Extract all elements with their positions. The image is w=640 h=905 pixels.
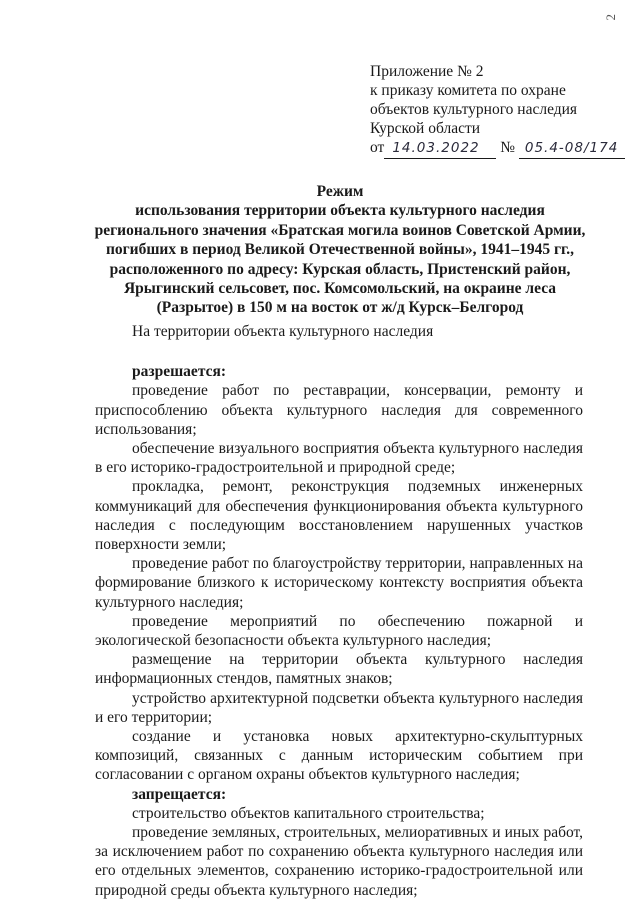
permitted-item: проведение работ по благоустройству территории, направленных на формирование близкого к историческому контексту восприятия объекта культурного наследия; [95,555,583,611]
appendix-header [370,62,620,159]
document-title [92,182,588,318]
title-line-2: регионального значения «Братская могила воинов Советской Армии, [94,221,586,239]
document-body [95,322,583,900]
permitted-item: проведение работ по реставрации, консервации, ремонту и приспособлению объекта культурного наследия для современного использования; [95,382,583,438]
permitted-item: обеспечение визуального восприятия объекта культурного наследия в его историко-градостроительной и природной среде; [95,440,583,477]
title-line-1: использования территории объекта культурного наследия [135,202,545,220]
page-number: 2 [603,14,618,21]
permitted-item: размещение на территории объекта культурного наследия информационных стендов, памятных знаков; [95,651,583,688]
title-line-3: погибших в период Великой Отечественной войны», 1941–1945 гг., [105,241,575,259]
prohibited-item: строительство объектов капитального строительства; [132,804,485,822]
intro-paragraph: На территории объекта культурного наследия [132,323,434,340]
prohibited-item: проведение земляных, строительных, мелиоративных и иных работ, за исключением работ по сохранению объекта культурного наследия или его отдельных элементов, сохранению историко-градостроительной или природной среды объекта культурного наследия; [95,824,583,899]
title-heading: Режим [316,183,364,200]
order-reference [370,138,620,159]
permitted-item: создание и установка новых архитектурно-скульптурных композиций, связанных с данным историческим событием при согласовании с органом охраны объектов культурного наследия; [95,728,583,784]
title-line-5: Ярыгинский сельсовет, пос. Комсомольский, на окраине леса [123,280,557,298]
appendix-line-2: к приказу комитета по охране [370,82,566,99]
permitted-item: проведение мероприятий по обеспечению пожарной и экологической безопасности объекта культурного наследия; [95,612,583,650]
date-prefix: от [370,139,385,156]
title-line-4: расположенного по адресу: Курская область, Пристенский район, [109,260,571,278]
number-prefix: № [500,139,515,156]
permitted-item: устройство архитектурной подсветки объекта культурного наследия и его территории; [95,689,583,726]
title-line-6: (Разрытое) в 150 м на восток от ж/д Курск–Белгород [156,299,524,317]
prohibited-label: запрещается: [132,785,227,803]
appendix-line-3: объектов культурного наследия [370,101,578,118]
handwritten-order-number: 05.4-08/174 [519,139,625,159]
appendix-line-4: Курской области [370,120,481,137]
permitted-item: прокладка, ремонт, реконструкция подземных инженерных коммуникаций для обеспечения функционирования объекта культурного наследия с последующим восстановлением нарушенных участков поверхности земли; [95,478,583,554]
handwritten-date: 14.03.2022 [384,139,496,159]
appendix-line-1: Приложение № 2 [370,63,484,80]
permitted-label: разрешается: [132,363,227,381]
